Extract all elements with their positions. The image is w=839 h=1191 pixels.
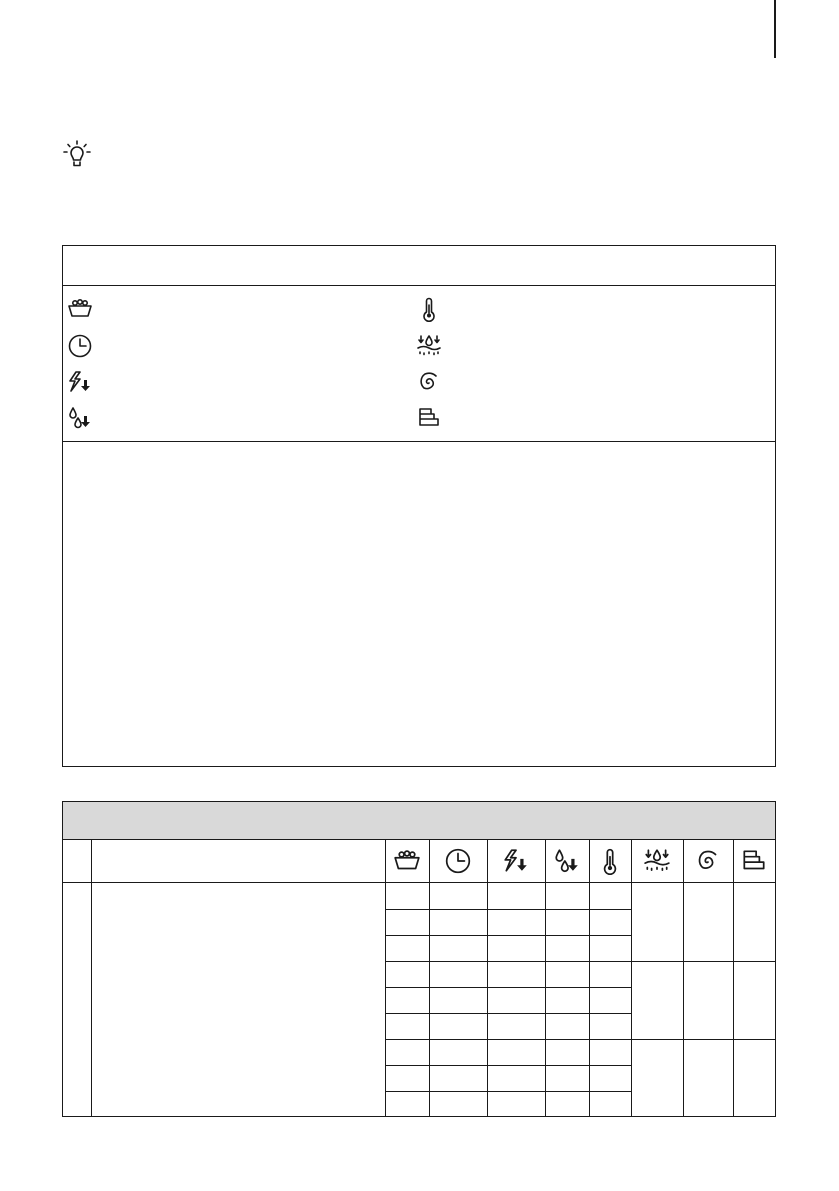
column-divider [429,840,430,1116]
water-consumption-icon [67,405,93,431]
residual-moisture-icon [416,333,442,359]
legend-header [63,246,775,286]
energy-class-icon [740,847,768,875]
column-divider [487,840,488,1116]
row-divider [385,1065,631,1066]
clock-icon [67,333,93,359]
column-divider [683,840,684,1116]
lightbulb-icon [61,139,93,171]
table-title-row [63,802,775,840]
column-divider [385,840,386,1116]
spin-speed-icon [694,847,722,875]
row-divider [385,909,631,910]
row-divider [385,1013,631,1014]
row-divider [385,987,631,988]
energy-class-icon [416,405,442,431]
column-divider [631,840,632,1116]
programme-data-table [62,801,776,1117]
clock-icon [444,847,472,875]
spin-speed-icon [416,369,442,395]
energy-consumption-icon [502,847,530,875]
page-edge-marker [774,0,776,58]
water-consumption-icon [553,847,581,875]
column-divider [545,840,546,1116]
laundry-basket-icon [393,847,421,875]
laundry-basket-icon [67,296,93,322]
column-divider [733,840,734,1116]
row-divider [385,961,775,962]
residual-moisture-icon [643,847,671,875]
symbol-legend [62,245,776,767]
thermometer-icon [596,847,624,875]
legend-symbols [63,286,775,442]
column-divider [589,840,590,1116]
column-divider [91,840,92,1116]
row-divider [385,935,631,936]
header-row-divider [63,882,775,883]
energy-consumption-icon [67,369,93,395]
row-divider [385,1091,631,1092]
row-divider [385,1039,775,1040]
thermometer-icon [416,296,442,322]
legend-body [63,442,775,766]
